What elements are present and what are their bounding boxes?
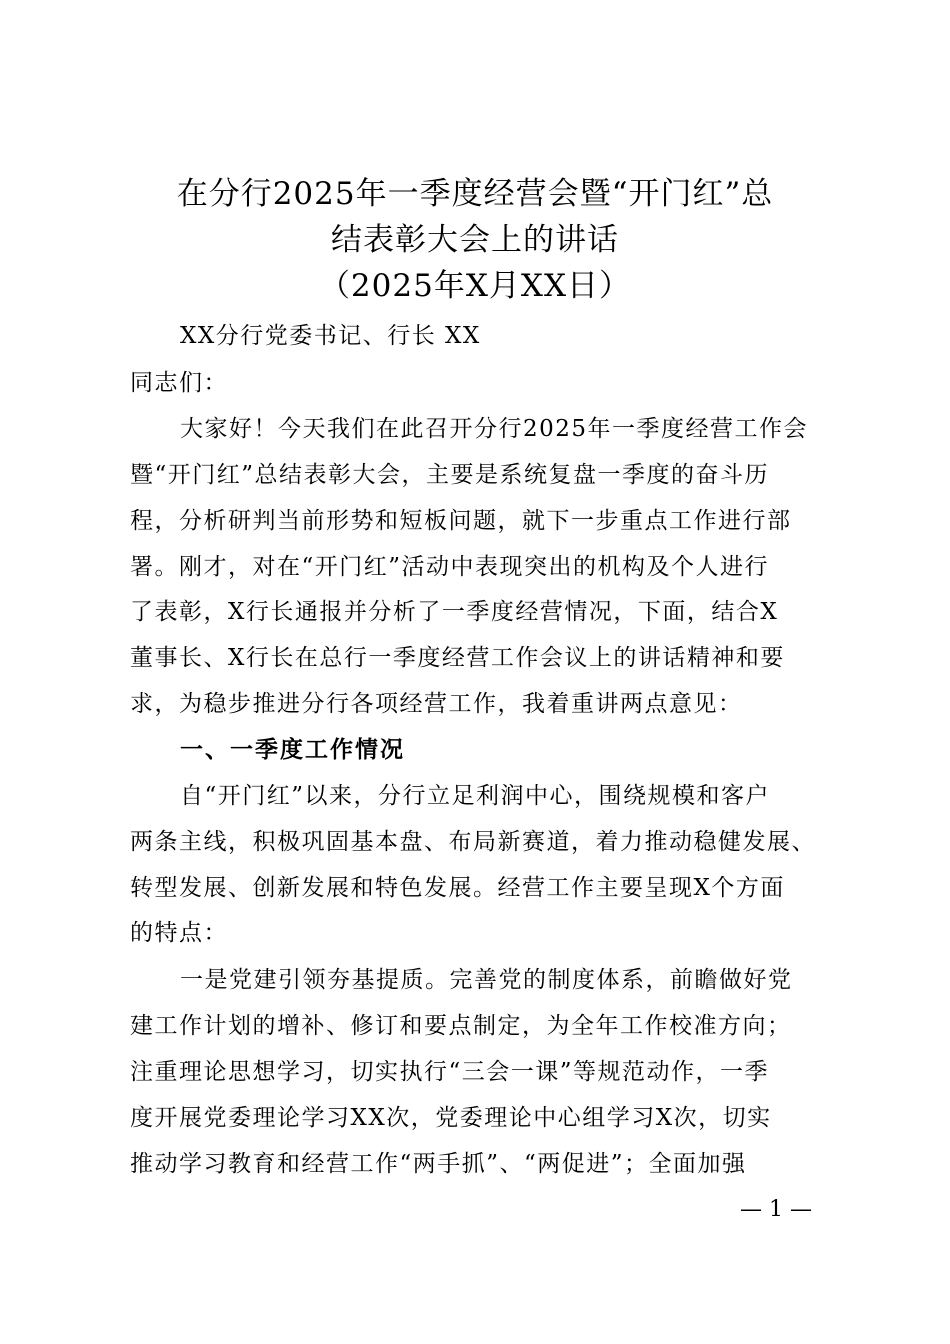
body-line: 董事长、X行长在总行一季度经营工作会议上的讲话精神和要 [130,645,785,671]
salutation: 同志们： [130,370,228,396]
document-date-line: （2025年X月XX日） [318,268,632,304]
page-number: — 1 — [740,1197,812,1222]
document-title-line-2: 结表彰大会上的讲话 [331,222,619,258]
body-line: 注重理论思想学习，切实执行“三会一课”等规范动作，一季 [130,1059,770,1085]
body-line: 自“开门红”以来，分行立足利润中心，围绕规模和客户 [180,783,771,809]
body-line: 了表彰，X行长通报并分析了一季度经营情况，下面，结合X [130,599,779,625]
body-line: 署。刚才，对在“开门红”活动中表现突出的机构及个人进行 [130,554,770,580]
body-line: 求，为稳步推进分行各项经营工作，我着重讲两点意见： [130,691,743,717]
body-line: 暨“开门红”总结表彰大会，主要是系统复盘一季度的奋斗历 [130,462,770,488]
body-line: 转型发展、创新发展和特色发展。经营工作主要呈现X个方面 [130,875,785,901]
body-line: 建工作计划的增补、修订和要点制定，为全年工作校准方向； [130,1013,792,1039]
speaker-line: XX分行党委书记、行长 XX [180,323,481,349]
body-line: 度开展党委理论学习XX次，党委理论中心组学习X次，切实 [130,1105,772,1131]
document-title-line-1: 在分行2025年一季度经营会暨“开门红”总 [176,176,774,212]
body-line: 大家好！今天我们在此召开分行2025年一季度经营工作会 [180,416,809,442]
body-line: 程，分析研判当前形势和短板问题，就下一步重点工作进行部 [130,508,792,534]
body-line: 的特点： [130,920,228,946]
section-heading: 一、一季度工作情况 [180,737,405,763]
body-line: 一是党建引领夯基提质。完善党的制度体系，前瞻做好党 [180,967,793,993]
body-line: 推动学习教育和经营工作“两手抓”、“两促进”；全面加强 [130,1151,747,1177]
body-line: 两条主线，积极巩固基本盘、布局新赛道，着力推动稳健发展、 [130,829,816,855]
